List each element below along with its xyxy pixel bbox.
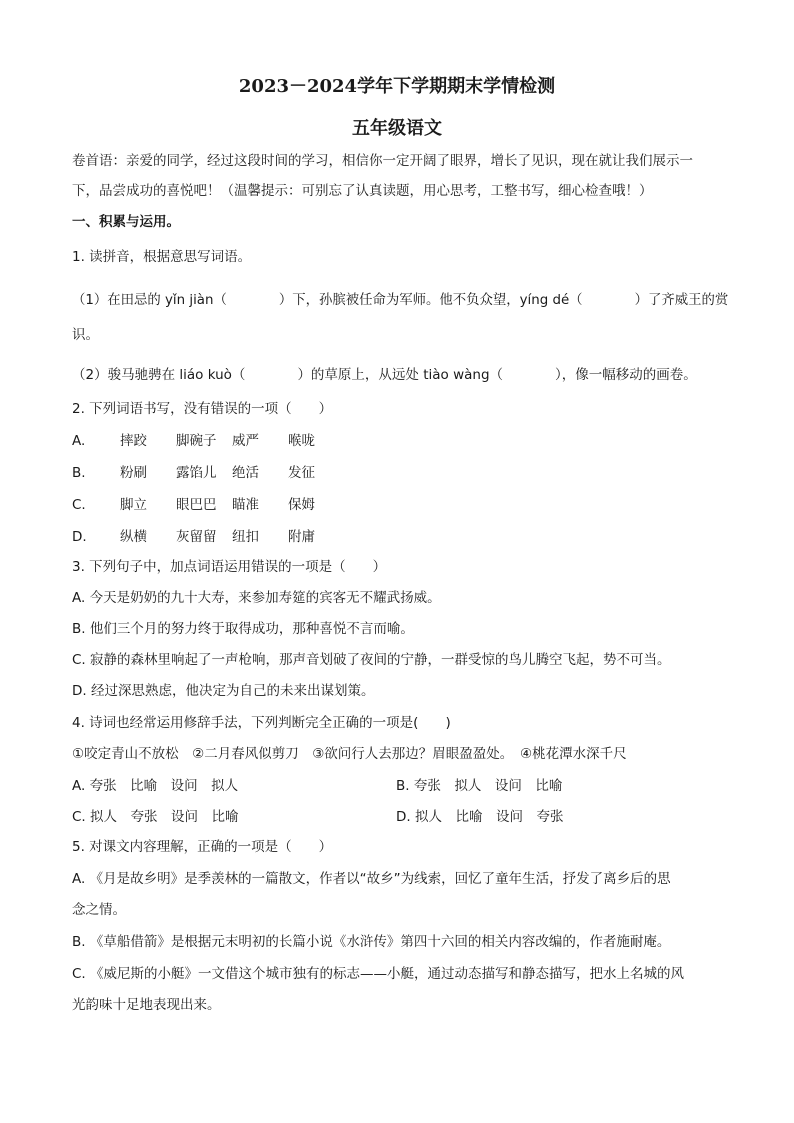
q5-option-c-line2: 光韵味十足地表现出来。 [72, 997, 221, 1013]
q5-option-a-line2: 念之情。 [72, 902, 126, 918]
q3-option-b: B. 他们三个月的努力终于取得成功，那种喜悦不言而喻。 [72, 621, 414, 637]
q1-part1-line2: 识。 [72, 327, 99, 343]
option-word: 摔跤 [120, 433, 147, 449]
q5-option-a-line1: A. 《月是故乡明》是季羡林的一篇散文，作者以“故乡”为线索，回忆了童年生活，抒发了离乡后的思 [72, 871, 671, 887]
q3-stem: 3. 下列句子中，加点词语运用错误的一项是（ ） [72, 559, 387, 575]
option-word: 脚立 [120, 497, 147, 513]
option-word: 纽扣 [232, 529, 259, 545]
q1-part1-b: ）下，孙膑被任命为军师。他不负众望，yíng dé（ [278, 293, 583, 308]
q2-stem: 2. 下列词语书写，没有错误的一项（ ） [72, 401, 333, 417]
q1-part1 [72, 292, 728, 310]
q1-part2-c: ），像一幅移动的画卷。 [555, 367, 697, 383]
q3-option-c: C. 寂静的森林里响起了一声枪响，那声音划破了夜间的宁静，一群受惊的鸟儿腾空飞起，势不可当。 [72, 652, 671, 668]
option-label: B. [72, 465, 86, 481]
q4-poems: ①咬定青山不放松 ②二月春风似剪刀 ③欲问行人去那边？眉眼盈盈处。 ④桃花潭水深千尺 [72, 746, 627, 762]
option-label: D. [72, 529, 87, 545]
q1-part2-b: ）的草原上，从远处 tiào wàng（ [297, 367, 504, 383]
option-word: 威严 [232, 433, 259, 449]
q1-part2 [72, 366, 697, 384]
q4-option-c: C. 拟人 夸张 设问 比喻 [72, 809, 239, 825]
option-word: 瞄准 [232, 497, 259, 513]
q3-option-a: A. 今天是奶奶的九十大寿，来参加寿筵的宾客无不耀武扬威。 [72, 590, 441, 606]
option-label: A. [72, 433, 86, 449]
q3-option-d: D. 经过深思熟虑，他决定为自己的未来出谋划策。 [72, 683, 375, 699]
section-heading: 一、积累与运用。 [72, 214, 180, 230]
option-word: 喉咙 [288, 433, 315, 449]
q2-option-a [72, 432, 344, 450]
exam-title: 2023－2024学年下学期期末学情检测 [238, 76, 556, 97]
option-word: 眼巴巴 [176, 497, 217, 513]
option-word: 露馅儿 [176, 465, 217, 481]
option-word: 保姆 [288, 497, 315, 513]
q2-option-d [72, 528, 344, 546]
q4-option-b: B. 夸张 拟人 设问 比喻 [396, 778, 563, 794]
q1-part1-c: ）了齐威王的赏 [634, 293, 729, 308]
option-word: 粉刷 [120, 465, 147, 481]
intro-line-1: 卷首语：亲爱的同学，经过这段时间的学习，相信你一定开阔了眼界，增长了见识，现在就让我们展示一 [72, 153, 693, 169]
option-word: 绝活 [232, 465, 259, 481]
exam-subtitle: 五年级语文 [352, 118, 442, 139]
q5-option-c-line1: C. 《威尼斯的小艇》一文借这个城市独有的标志——小艇，通过动态描写和静态描写，把水上名城的风 [72, 966, 685, 982]
q2-option-b [72, 464, 344, 482]
q4-option-d: D. 拟人 比喻 设问 夸张 [396, 809, 564, 825]
option-word: 脚碗子 [176, 433, 217, 449]
intro-line-2: 下，品尝成功的喜悦吧！（温馨提示：可别忘了认真读题，用心思考，工整书写，细心检查哦！） [72, 183, 653, 199]
q4-stem: 4. 诗词也经常运用修辞手法，下列判断完全正确的一项是( ) [72, 715, 451, 731]
option-word: 发征 [288, 465, 315, 481]
q4-option-a: A. 夸张 比喻 设问 拟人 [72, 778, 239, 794]
q1-stem: 1. 读拼音，根据意思写词语。 [72, 249, 252, 265]
q1-part1-a: （1）在田忌的 yǐn jiàn（ [72, 293, 227, 308]
q2-option-c [72, 496, 344, 514]
q5-option-b: B. 《草船借箭》是根据元末明初的长篇小说《水浒传》第四十六回的相关内容改编的，作者施耐庵。 [72, 934, 671, 950]
q5-stem: 5. 对课文内容理解，正确的一项是（ ） [72, 839, 333, 855]
option-word: 灰留留 [176, 529, 217, 545]
option-label: C. [72, 497, 86, 513]
option-word: 附庸 [288, 529, 315, 545]
q1-part2-a: （2）骏马驰骋在 liáo kuò（ [72, 367, 246, 383]
option-word: 纵横 [120, 529, 147, 545]
